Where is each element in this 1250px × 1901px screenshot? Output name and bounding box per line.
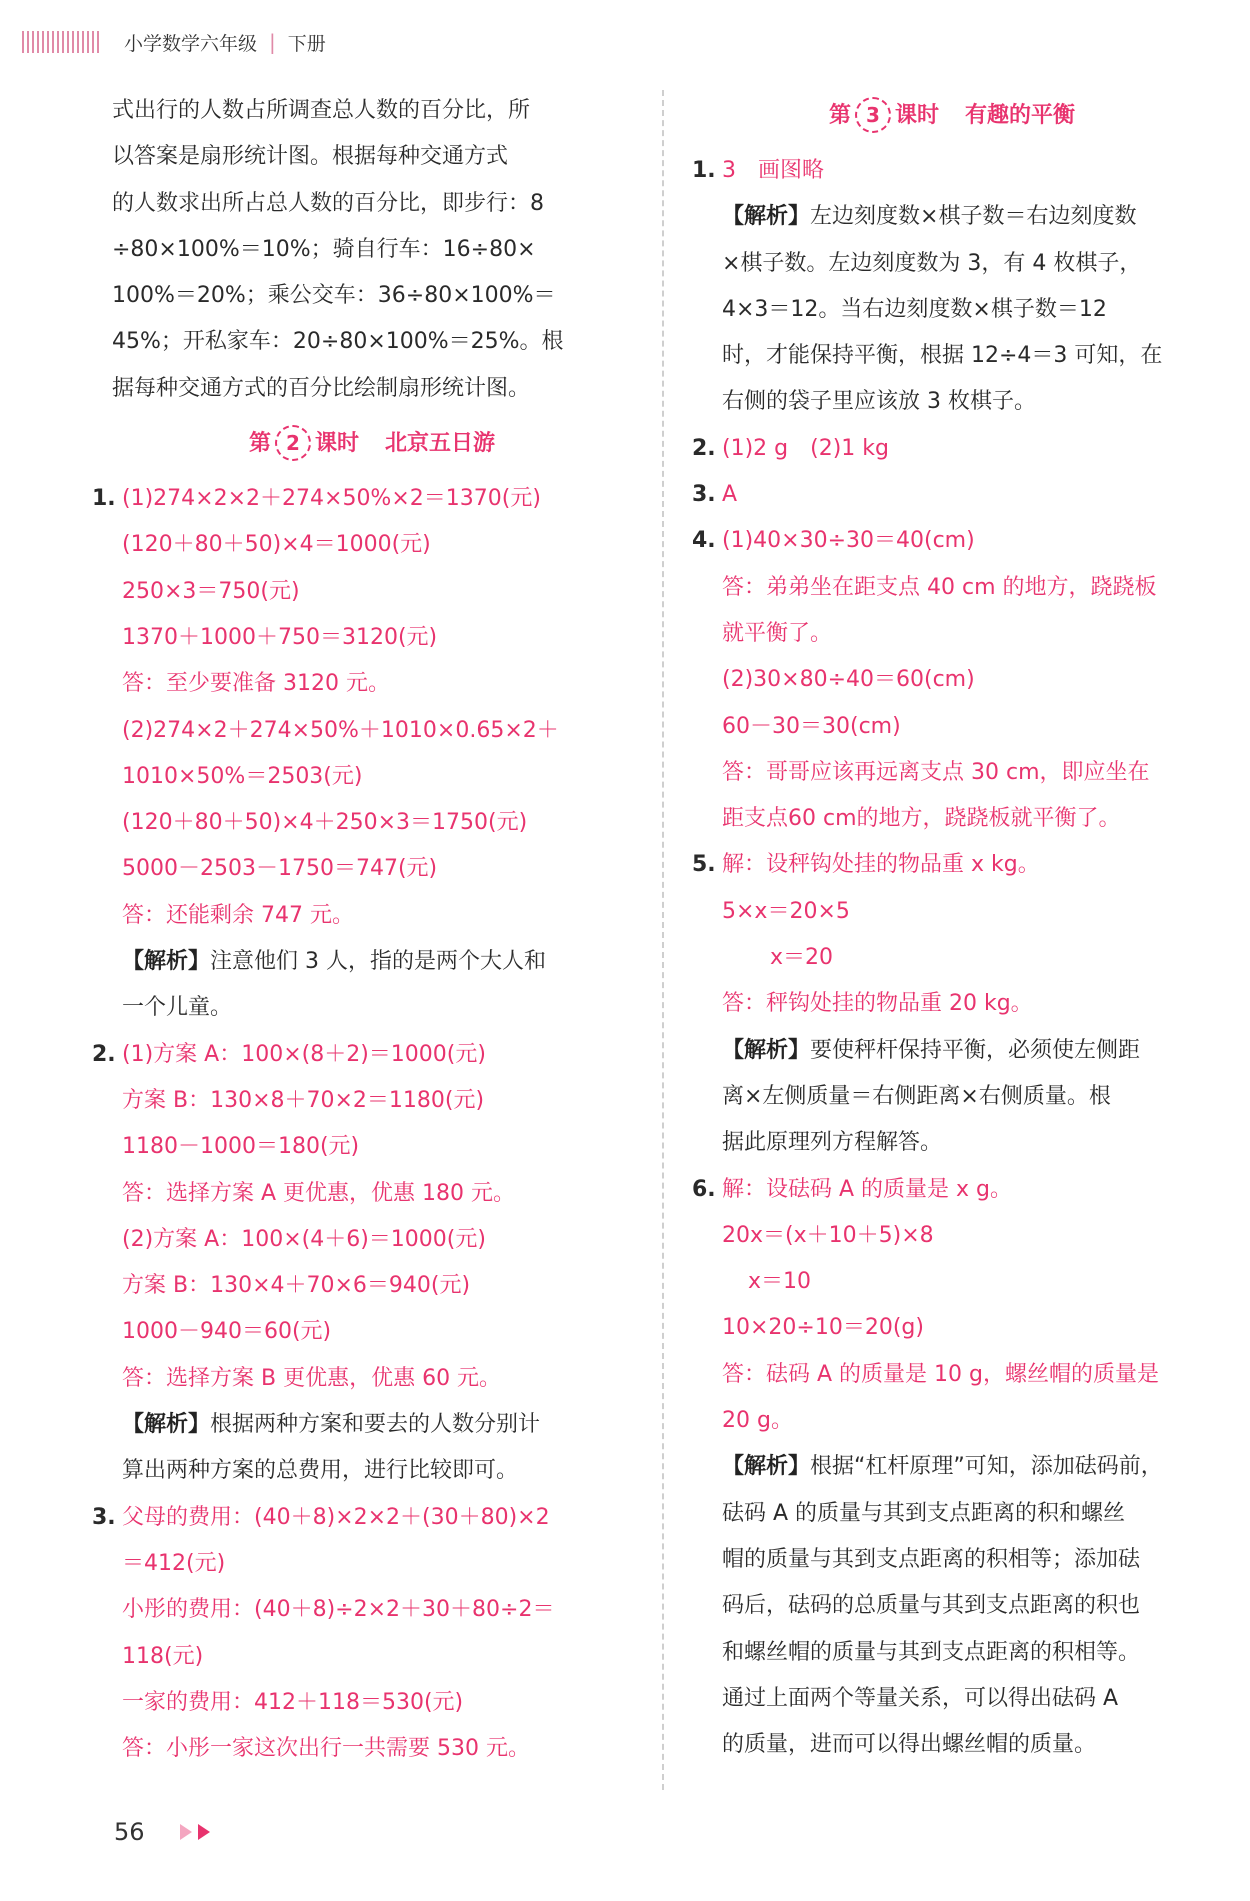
lesson-number-badge: 3 <box>855 97 891 133</box>
answer-line: 一家的费用：412＋118＝530(元) <box>122 1689 464 1715</box>
page-arrows-icon <box>180 1822 224 1842</box>
analysis-text: 左边刻度数×棋子数＝右边刻度数 <box>810 204 1137 230</box>
answer-line: (120＋80＋50)×4＝1000(元) <box>122 532 431 558</box>
answer-r5 <box>692 842 1212 1166</box>
answer-line: ＝412(元) <box>122 1550 226 1576</box>
answer-line: 答：选择方案 B 更优惠，优惠 60 元。 <box>122 1365 502 1391</box>
question-number: 5. <box>692 852 716 878</box>
answer-line: 就平衡了。 <box>722 620 833 646</box>
lesson-prefix: 第 <box>248 431 271 457</box>
book-volume: 下册 <box>287 32 326 55</box>
lesson-number-badge: 2 <box>275 425 311 461</box>
answer-line: 答：哥哥应该再远离支点 30 cm，即应坐在 <box>722 759 1150 785</box>
lesson-suffix: 课时 <box>314 431 359 457</box>
answer-line: 20x＝(x＋10＋5)×8 <box>722 1222 934 1248</box>
header-stripes-icon <box>22 31 102 53</box>
right-column <box>692 88 1212 1768</box>
answer-line: (2)30×80÷40＝60(cm) <box>722 667 975 693</box>
answer-r4 <box>692 518 1212 842</box>
header-separator: | <box>269 30 276 54</box>
question-number: 3. <box>92 1504 116 1530</box>
answer-line: 答：小彤一家这次出行一共需要 530 元。 <box>122 1736 530 1762</box>
analysis-tag: 【解析】 <box>722 1454 811 1480</box>
analysis-text: 帽的质量与其到支点距离的积相等；添加砝 <box>722 1546 1141 1572</box>
answer-line: 5×x＝20×5 <box>722 898 850 924</box>
answer-line: 距支点60 cm的地方，跷跷板就平衡了。 <box>722 806 1121 832</box>
text-line: ÷80×100%＝10%；骑自行车：16÷80× <box>112 236 536 262</box>
answer-line: 20 g。 <box>722 1408 793 1434</box>
answer-line: 5000－2503－1750＝747(元) <box>122 856 438 882</box>
lesson-suffix: 课时 <box>894 103 939 128</box>
answer-line: 1000－940＝60(元) <box>122 1319 332 1345</box>
analysis-tag: 【解析】 <box>122 949 211 975</box>
analysis-text: 通过上面两个等量关系，可以得出砝码 A <box>722 1685 1119 1711</box>
analysis-text: 离×左侧质量＝右侧距离×右侧质量。根 <box>722 1083 1111 1109</box>
answer-line: 1370＋1000＋750＝3120(元) <box>122 624 438 650</box>
answer-line: 方案 B：130×8＋70×2＝1180(元) <box>122 1087 485 1113</box>
lesson-heading-3 <box>692 84 1212 148</box>
answer-line: x＝20 <box>770 945 834 971</box>
analysis-text: 砝码 A 的质量与其到支点距离的积和螺丝 <box>722 1500 1126 1526</box>
analysis-text: 时，才能保持平衡，根据 12÷4＝3 可知，在 <box>722 343 1163 369</box>
answer-r3 <box>692 472 1212 518</box>
question-number: 4. <box>692 528 716 554</box>
analysis-text: 要使秤杆保持平衡，必须使左侧距 <box>810 1037 1141 1063</box>
answer-line: 小彤的费用：(40＋8)÷2×2＋30＋80÷2＝ <box>122 1597 555 1623</box>
text-line: 以答案是扇形统计图。根据每种交通方式 <box>112 144 509 170</box>
answer-line: 1180－1000＝180(元) <box>122 1134 360 1160</box>
analysis-tag: 【解析】 <box>722 204 811 230</box>
analysis-text: 4×3＝12。当右边刻度数×棋子数＝12 <box>722 296 1107 322</box>
answer-line: (120＋80＋50)×4＋250×3＝1750(元) <box>122 810 528 836</box>
analysis-text: 根据“杠杆原理”可知，添加砝码前， <box>810 1454 1163 1480</box>
answer-line: 60－30＝30(cm) <box>722 713 901 739</box>
answer-line: (1)2 g (2)1 kg <box>722 435 889 461</box>
question-number: 2. <box>692 435 716 461</box>
answer-line: (1)274×2×2＋274×50%×2＝1370(元) <box>122 486 541 512</box>
answer-line: 答：至少要准备 3120 元。 <box>122 671 390 697</box>
question-number: 6. <box>692 1176 716 1202</box>
lesson-heading-2 <box>112 412 632 476</box>
analysis-text: 一个儿童。 <box>122 995 233 1021</box>
analysis-text: ×棋子数。左边刻度数为 3，有 4 枚棋子， <box>722 250 1142 276</box>
answer-line: (1)40×30÷30＝40(cm) <box>722 528 975 554</box>
answer-line: 10×20÷10＝20(g) <box>722 1315 924 1341</box>
text-line: 45%；开私家车：20÷80×100%＝25%。根 <box>112 329 564 355</box>
answer-1 <box>92 476 632 1032</box>
intro-paragraph <box>112 88 632 412</box>
answer-line: (2)274×2＋274×50%＋1010×0.65×2＋ <box>122 717 559 743</box>
answer-line: 3 画图略 <box>722 158 824 183</box>
text-line: 式出行的人数占所调查总人数的百分比，所 <box>112 98 531 123</box>
page-header <box>22 26 326 58</box>
question-number: 1. <box>692 158 716 183</box>
answer-r6 <box>692 1167 1212 1769</box>
answer-line: 解：设砝码 A 的质量是 x g。 <box>722 1176 1013 1202</box>
question-number: 3. <box>692 482 716 508</box>
analysis-tag: 【解析】 <box>722 1037 811 1063</box>
answer-r1 <box>692 148 1212 426</box>
answer-line: 答：还能剩余 747 元。 <box>122 902 354 928</box>
analysis-text: 右侧的袋子里应该放 3 枚棋子。 <box>722 389 1036 415</box>
answer-2 <box>92 1032 632 1495</box>
answer-line: 答：弟弟坐在距支点 40 cm 的地方，跷跷板 <box>722 574 1157 600</box>
analysis-tag: 【解析】 <box>122 1412 211 1438</box>
answer-line: 250×3＝750(元) <box>122 578 300 604</box>
question-number: 1. <box>92 486 116 512</box>
text-line: 据每种交通方式的百分比绘制扇形统计图。 <box>112 375 531 401</box>
lesson-prefix: 第 <box>828 103 851 128</box>
answer-line: x＝10 <box>748 1269 812 1295</box>
analysis-text: 和螺丝帽的质量与其到支点距离的积相等。 <box>722 1639 1141 1665</box>
column-divider <box>662 90 664 1790</box>
answer-line: 118(元) <box>122 1643 204 1669</box>
answer-line: 答：秤钩处挂的物品重 20 kg。 <box>722 991 1033 1017</box>
answer-r2 <box>692 426 1212 472</box>
answer-line: 解：设秤钩处挂的物品重 x kg。 <box>722 852 1040 878</box>
answer-line: 答：选择方案 A 更优惠，优惠 180 元。 <box>122 1180 516 1206</box>
analysis-text: 的质量，进而可以得出螺丝帽的质量。 <box>722 1732 1097 1758</box>
analysis-text: 算出两种方案的总费用，进行比较即可。 <box>122 1458 519 1484</box>
text-line: 100%＝20%；乘公交车：36÷80×100%＝ <box>112 283 556 309</box>
analysis-text: 码后，砝码的总质量与其到支点距离的积也 <box>722 1593 1141 1619</box>
answer-line: (2)方案 A：100×(4＋6)＝1000(元) <box>122 1226 486 1252</box>
answer-line: A <box>722 482 738 508</box>
page-number: 56 <box>114 1818 145 1846</box>
answer-line: 方案 B：130×4＋70×6＝940(元) <box>122 1273 471 1299</box>
answer-3 <box>92 1495 632 1773</box>
answer-line: 父母的费用：(40＋8)×2×2＋(30＋80)×2 <box>122 1504 550 1530</box>
left-column <box>92 88 632 1772</box>
answer-line: (1)方案 A：100×(8＋2)＝1000(元) <box>122 1041 486 1067</box>
lesson-name: 有趣的平衡 <box>965 103 1076 128</box>
lesson-name: 北京五日游 <box>385 431 496 457</box>
analysis-text: 注意他们 3 人，指的是两个大人和 <box>210 949 547 975</box>
analysis-text: 据此原理列方程解答。 <box>722 1130 943 1156</box>
answer-line: 答：砝码 A 的质量是 10 g，螺丝帽的质量是 <box>722 1361 1159 1387</box>
question-number: 2. <box>92 1041 116 1067</box>
answer-line: 1010×50%＝2503(元) <box>122 763 363 789</box>
analysis-text: 根据两种方案和要去的人数分别计 <box>210 1412 541 1438</box>
text-line: 的人数求出所占总人数的百分比，即步行：8 <box>112 190 544 216</box>
book-title: 小学数学六年级 <box>124 32 258 55</box>
